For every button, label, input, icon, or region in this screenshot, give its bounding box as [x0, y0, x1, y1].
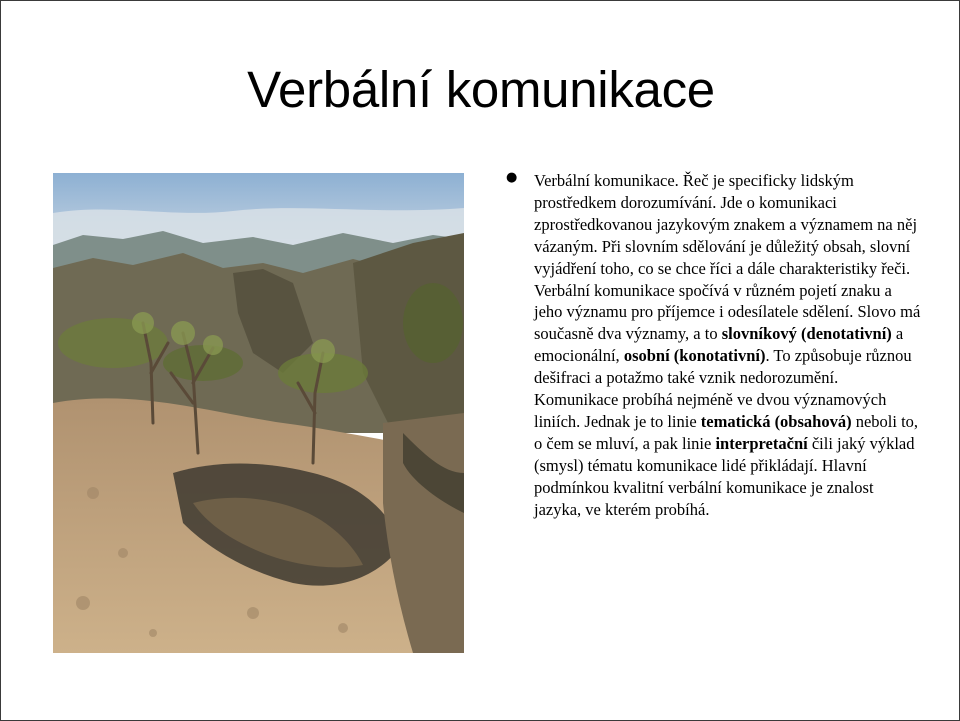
- text-segment-bold: slovníkový (denotativní): [721, 324, 892, 344]
- bullet-text: [534, 170, 924, 521]
- text-segment: neboli to, o čem se mluví, a pak linie: [534, 411, 919, 453]
- text-segment: čili jaký výklad (smysl) tématu komunikace lidé přikládají. Hlavní podmínkou kvalitní verbální komunikace je znalost jazyka, ve kterém probíhá.: [534, 433, 915, 519]
- bullet-marker: ●: [506, 170, 518, 185]
- text-segment-bold: osobní (konotativní): [623, 346, 766, 366]
- landscape-photo: [53, 173, 464, 653]
- text-segment: Verbální komunikace. Řeč je specificky lidským prostředkem dorozumívání. Jde o komunikaci zprostředkovanou jazykovým znakem a významem na něj vázaným. Při slovním sdělování je důležitý obsah, slovní vyjádření toho, co se chce říci a dále charakteristiky řeči. Verbální komunikace spočívá v různém pojetí znaku a jeho významu pro příjemce i odesílatele sdělení. Slovo má současně dva významy, a to: [534, 171, 921, 344]
- slide-title: Verbální komunikace: [247, 61, 715, 118]
- text-segment-bold: interpretační: [715, 433, 808, 453]
- text-segment-bold: tematická (obsahová): [700, 411, 852, 431]
- text-segment: . To způsobuje různou dešifraci a potažmo také vznik nedorozumění. Komunikace probíhá nejméně ve dvou významových liniích. Jednak je to linie: [534, 346, 912, 431]
- text-segment: a emocionální,: [534, 324, 904, 366]
